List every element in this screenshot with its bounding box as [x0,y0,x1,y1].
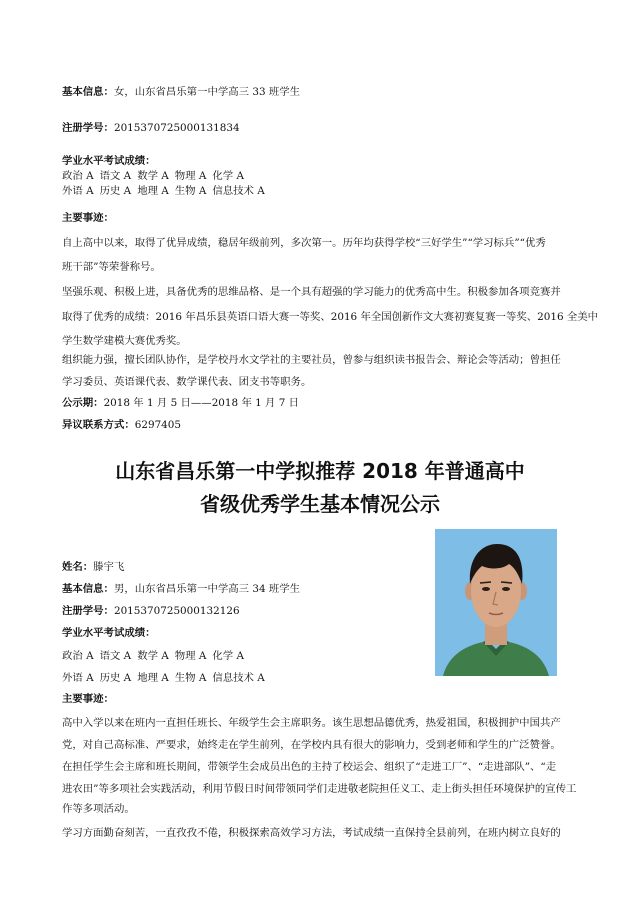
s1-contact-label: 异议联系方式： [62,419,135,431]
s2-deeds-line: 作等多项活动。 [62,803,135,815]
s1-grades-row1 [62,169,250,183]
s1-reg-value: 2015370725000131834 [113,122,240,134]
s2-grades-row1 [62,649,250,663]
s2-grade: 物理 A [174,650,207,662]
s2-basic-label: 基本信息： [62,583,114,595]
s2-grade: 化学 A [212,650,244,662]
page-title-line1: 山东省昌乐第一中学拟推荐 2018 年普通高中 [115,459,525,483]
s2-grade: 历史 A [99,672,132,684]
s1-registration [62,121,240,135]
s2-reg-label: 注册学号： [62,605,114,617]
s2-exam-label: 学业水平考试成绩： [62,627,156,639]
s2-deeds-line: 进农田”等多项社会实践活动，利用节假日时间带领同学们走进敬老院担任义工、走上街头担任环境保护的宣传工 [62,783,577,795]
s1-grade: 生物 A [174,185,207,197]
portrait-illustration [435,529,557,676]
s1-reg-label: 注册学号： [62,122,114,134]
s2-deeds-label: 主要事迹： [62,693,114,705]
s1-contact [62,418,181,432]
s1-grades-row2 [62,184,271,198]
s1-deeds-line: 班干部”等荣誉称号。 [62,261,161,273]
page-title-line2: 省级优秀学生基本情况公示 [200,492,440,516]
s2-deeds-line: 在担任学生会主席和班长期间，带领学生会成员出色的主持了校运会、组织了“走进工厂”、“走进部队”、“走 [62,761,557,773]
s1-exam-label: 学业水平考试成绩： [62,155,156,167]
s2-basic-info [62,582,300,596]
s1-deeds-line: 组织能力强，擅长团队协作，是学校丹水文学社的主要社员，曾参与组织读书报告会、辩论会等活动；曾担任 [62,354,561,366]
s1-grade: 物理 A [174,170,207,182]
s2-grade: 数学 A [137,650,169,662]
s1-deeds-line: 取得了优秀的成绩：2016 年昌乐县英语口语大赛一等奖、2016 年全国创新作文大赛初赛复赛一等奖、2016 全美中 [62,311,599,323]
s1-grade: 外语 A [62,185,94,197]
s2-grade: 政治 A [62,650,94,662]
s1-grade: 信息技术 A [212,185,265,197]
s1-notice-label: 公示期： [62,397,104,409]
s1-basic-info [62,85,300,99]
s2-grade: 外语 A [62,672,94,684]
s1-deeds-label: 主要事迹： [62,212,114,224]
s2-registration [62,604,240,618]
s1-grade: 历史 A [99,185,132,197]
s1-grade: 数学 A [137,170,169,182]
s1-grade: 语文 A [99,170,132,182]
s2-grade: 信息技术 A [212,672,265,684]
s1-deeds-line: 坚强乐观、积极上进，具备优秀的思维品格、是一个具有超强的学习能力的优秀高中生。积极参加各项竞赛并 [62,286,561,298]
s1-grade: 政治 A [62,170,94,182]
s2-reg-value: 2015370725000132126 [113,605,240,617]
s1-notice-value: 2018 年 1 月 5 日——2018 年 1 月 7 日 [103,397,300,409]
s2-grade: 语文 A [99,650,132,662]
s1-deeds-line: 自上高中以来，取得了优异成绩，稳居年级前列，多次第一。历年均获得学校“三好学生”“学习标兵”“优秀 [62,237,546,249]
s2-deeds-line: 高中入学以来在班内一直担任班长、年级学生会主席职务。该生思想品德优秀，热爱祖国，积极拥护中国共产 [62,717,561,729]
student-photo [435,529,557,676]
s2-name-value: 滕宇飞 [93,561,125,573]
s2-name-label: 姓名： [62,561,94,573]
s2-grades-row2 [62,671,271,685]
s2-grade: 生物 A [174,672,207,684]
s1-grade: 地理 A [137,185,169,197]
s1-grade: 化学 A [212,170,244,182]
s1-contact-value: 6297405 [134,419,182,431]
s1-notice-period [62,396,299,410]
s2-basic-value: 男，山东省昌乐第一中学高三 34 班学生 [113,583,301,595]
s2-grade: 地理 A [137,672,169,684]
s1-basic-value: 女，山东省昌乐第一中学高三 33 班学生 [113,86,301,98]
s2-deeds-line: 学习方面勤奋刻苦，一直孜孜不倦，积极探索高效学习方法，考试成绩一直保持全县前列，在班内树立良好的 [62,827,561,839]
s2-name [62,560,124,574]
s1-basic-label: 基本信息： [62,86,114,98]
s1-deeds-line: 学生数学建模大赛优秀奖。 [62,335,187,347]
s1-deeds-line: 学习委员、英语课代表、数学课代表、团支书等职务。 [62,376,312,388]
s2-deeds-line: 党，对自己高标准、严要求，始终走在学生前列，在学校内具有很大的影响力，受到老师和学生的广泛赞誉。 [62,739,561,751]
